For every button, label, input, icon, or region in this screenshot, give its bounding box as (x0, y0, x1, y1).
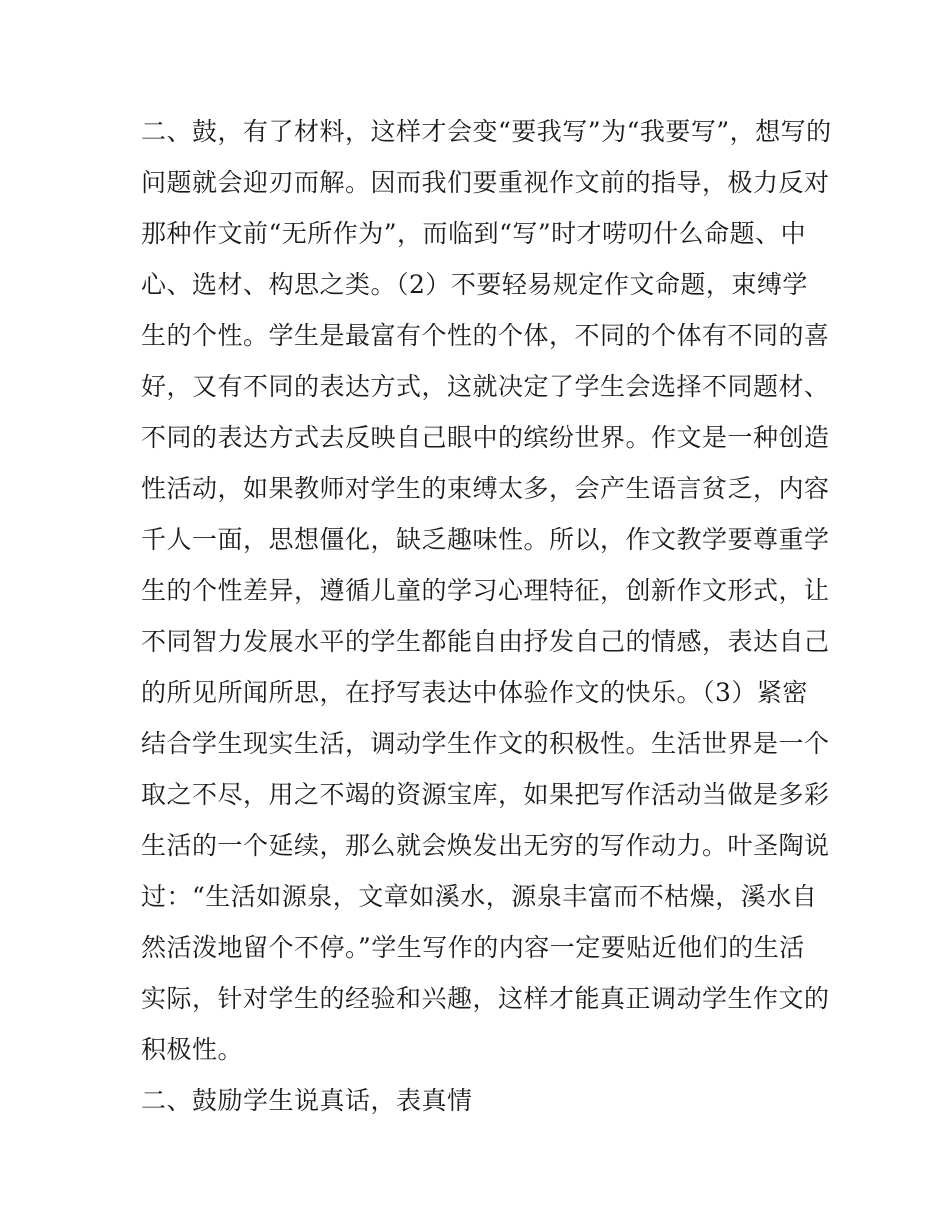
text-line: 生的个性。学生是最富有个性的个体，不同的个体有不同的喜 (141, 321, 830, 350)
section-heading: 二、鼓励学生说真话，表真情 (141, 1086, 473, 1115)
text-line: 不同的表达方式去反映自己眼中的缤纷世界。作文是一种创造 (141, 423, 830, 452)
text-line: 问题就会迎刃而解。因而我们要重视作文前的指导，极力反对 (141, 168, 830, 197)
text-line: 心、选材、构思之类。（2）不要轻易规定作文命题，束缚学 (141, 270, 808, 299)
text-line: 不同智力发展水平的学生都能自由抒发自己的情感，表达自己 (141, 627, 830, 656)
text-line: 积极性。 (141, 1035, 244, 1064)
text-line: 二、鼓，有了材料，这样才会变“要我写”为“我要写”，想写的 (141, 117, 832, 146)
text-line: 千人一面，思想僵化，缺乏趣味性。所以，作文教学要尊重学 (141, 525, 830, 554)
text-line: 的所见所闻所思，在抒写表达中体验作文的快乐。（3）紧密 (141, 678, 808, 707)
text-line: 那种作文前“无所作为”，而临到“写”时才唠叨什么命题、中 (141, 219, 807, 248)
text-line: 性活动，如果教师对学生的束缚太多，会产生语言贫乏，内容 (141, 474, 830, 503)
document-body (141, 106, 832, 1126)
text-line: 结合学生现实生活，调动学生作文的积极性。生活世界是一个 (141, 729, 830, 758)
text-line: 过：“生活如源泉，文章如溪水，源泉丰富而不枯燥，溪水自 (141, 882, 818, 911)
text-line: 生的个性差异，遵循儿童的学习心理特征，创新作文形式，让 (141, 576, 830, 605)
text-line: 生活的一个延续，那么就会焕发出无穷的写作动力。叶圣陶说 (141, 831, 830, 860)
text-line: 取之不尽，用之不竭的资源宝库，如果把写作活动当做是多彩 (141, 780, 830, 809)
text-line: 然活泼地留个不停。”学生写作的内容一定要贴近他们的生活 (141, 933, 805, 962)
text-line: 好，又有不同的表达方式，这就决定了学生会选择不同题材、 (141, 372, 830, 401)
text-line: 实际，针对学生的经验和兴趣，这样才能真正调动学生作文的 (141, 984, 830, 1013)
